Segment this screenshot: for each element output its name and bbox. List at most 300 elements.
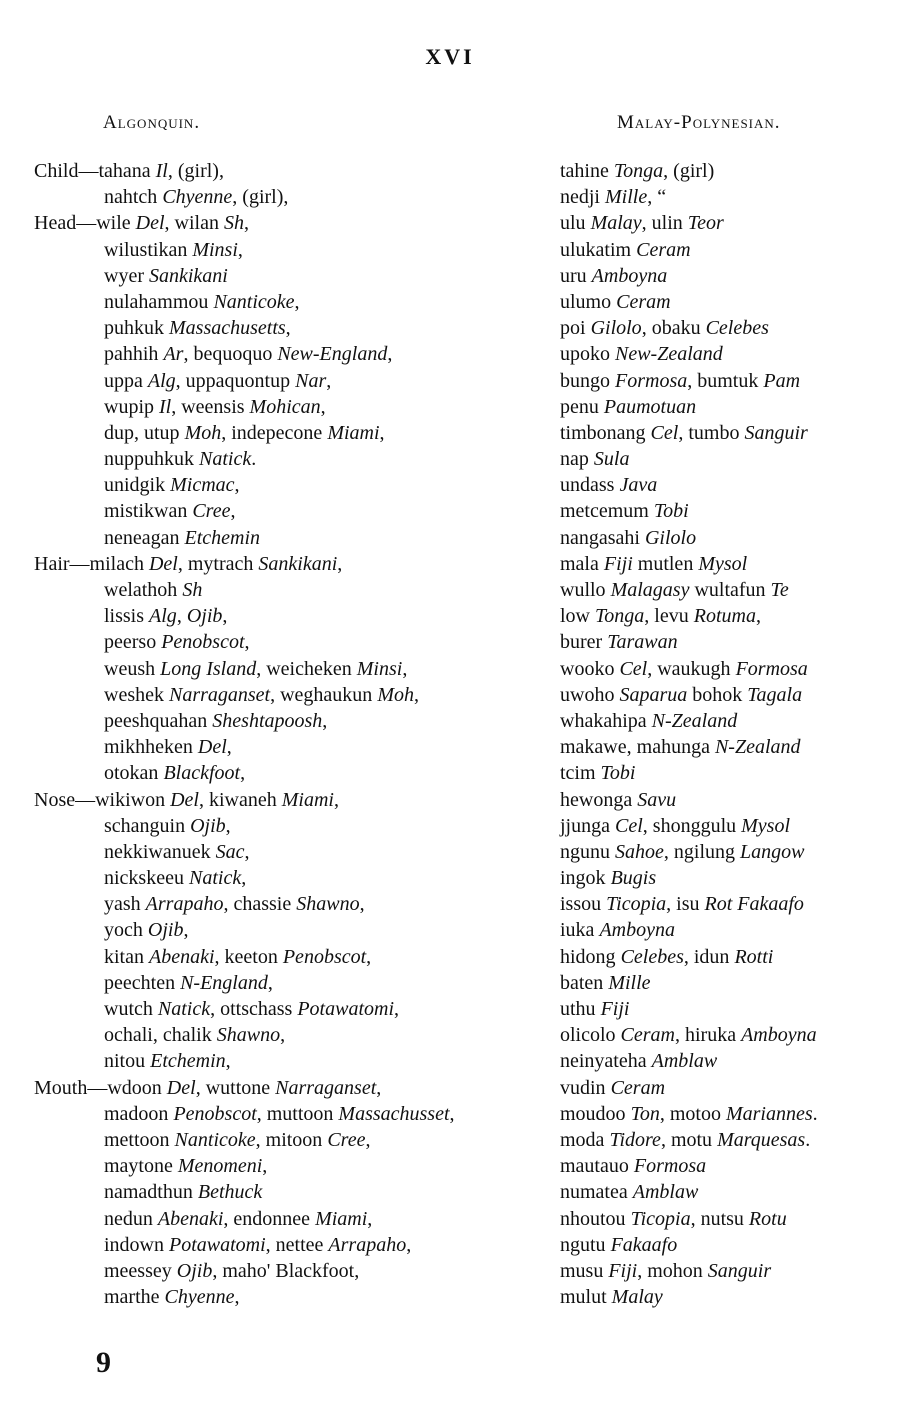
left-entry-line bbox=[34, 551, 534, 577]
word-text: wultafun bbox=[689, 579, 771, 601]
left-entry-line bbox=[34, 1022, 534, 1048]
word-text: , maho' Blackfoot, bbox=[212, 1259, 360, 1282]
language-name: Il bbox=[155, 160, 168, 182]
page-number: 9 bbox=[96, 1346, 111, 1379]
word-text: maytone bbox=[104, 1155, 178, 1178]
language-name: Tobi bbox=[600, 762, 636, 785]
right-entry-line bbox=[560, 970, 890, 996]
word-text: marthe bbox=[104, 1286, 165, 1309]
language-name: Formosa bbox=[615, 369, 688, 392]
word-text: , hiruka bbox=[675, 1024, 742, 1047]
word-text: , bbox=[294, 290, 300, 313]
language-name: Cree bbox=[192, 500, 231, 523]
word-text: wutch bbox=[104, 998, 158, 1020]
right-entry-line bbox=[560, 1022, 890, 1048]
word-text: bungo bbox=[560, 369, 615, 392]
left-entry-line bbox=[34, 289, 534, 315]
word-text: ulumo bbox=[560, 290, 617, 313]
left-entry-line bbox=[34, 1127, 534, 1153]
language-name: Del bbox=[170, 788, 199, 811]
word-text: , wuttone bbox=[195, 1076, 276, 1099]
word-text: peeshquahan bbox=[104, 709, 213, 732]
word-text: timbonang bbox=[560, 421, 651, 444]
language-name: Ojib bbox=[190, 814, 226, 837]
word-text: moudoo bbox=[560, 1102, 631, 1125]
language-name: Miami bbox=[327, 421, 380, 444]
word-text: vudin bbox=[560, 1076, 611, 1099]
language-name: Ojib bbox=[176, 1259, 213, 1282]
language-name: Ar bbox=[163, 343, 184, 366]
word-text: hewonga bbox=[560, 788, 638, 811]
word-text: schanguin bbox=[104, 814, 191, 837]
language-name: Del bbox=[197, 736, 227, 759]
right-entry-line bbox=[560, 394, 890, 420]
word-text: nedun bbox=[104, 1207, 158, 1230]
word-text: ngutu bbox=[560, 1233, 611, 1256]
word-text: , ulin bbox=[641, 212, 688, 235]
word-text: ulukatim bbox=[560, 238, 637, 261]
language-name: Amboyna bbox=[599, 919, 675, 942]
right-entry-line bbox=[560, 446, 890, 472]
language-name: Fakaafo bbox=[610, 1233, 678, 1256]
left-entry-line bbox=[34, 813, 534, 839]
word-text: , bbox=[333, 788, 339, 811]
left-entry-line bbox=[34, 368, 534, 394]
word-text: Hair—milach bbox=[34, 552, 149, 575]
word-text: uru bbox=[560, 264, 592, 287]
word-text: uppa bbox=[104, 369, 148, 392]
word-text: lissis bbox=[104, 605, 150, 628]
word-text: , bbox=[240, 762, 246, 785]
language-name: Cel bbox=[615, 814, 643, 837]
language-name: Ceram bbox=[620, 1024, 675, 1047]
left-entry-line bbox=[34, 1206, 534, 1232]
language-name: Shawno bbox=[216, 1024, 281, 1047]
language-name: Saparua bbox=[619, 683, 688, 706]
left-entry-line bbox=[34, 708, 534, 734]
left-entry-line bbox=[34, 498, 534, 524]
word-text: wyer bbox=[104, 264, 149, 287]
word-text: moda bbox=[560, 1128, 610, 1151]
right-entry-line bbox=[560, 1127, 890, 1153]
word-text: , uppaquontup bbox=[175, 369, 296, 392]
language-name: Sac bbox=[215, 840, 245, 863]
left-entry-line bbox=[34, 184, 534, 210]
right-entry-line bbox=[560, 315, 890, 341]
word-text: , mitoon bbox=[255, 1128, 328, 1151]
word-text: , bbox=[365, 1128, 371, 1151]
word-text: , tumbo bbox=[678, 421, 745, 444]
word-text: , bbox=[337, 552, 343, 575]
language-name: New-England bbox=[277, 343, 388, 366]
language-name: Mariannes bbox=[725, 1102, 813, 1125]
left-entry-line bbox=[34, 1048, 534, 1074]
right-entry-line bbox=[560, 263, 890, 289]
language-name: Formosa bbox=[735, 657, 808, 680]
word-text: mala bbox=[560, 552, 604, 575]
right-entry-line bbox=[560, 184, 890, 210]
word-text: , bbox=[241, 867, 247, 890]
word-text: , nettee bbox=[265, 1233, 329, 1256]
word-text: , chassie bbox=[223, 893, 297, 916]
word-text: . bbox=[805, 1128, 811, 1151]
language-name: Sanguir bbox=[707, 1259, 772, 1282]
language-name: Nar bbox=[295, 369, 327, 392]
word-text: , bbox=[222, 605, 228, 628]
word-text: madoon bbox=[104, 1102, 174, 1125]
word-text: poi bbox=[560, 317, 591, 340]
left-entry-line bbox=[34, 525, 534, 551]
right-entry-line bbox=[560, 472, 890, 498]
left-entry-line bbox=[34, 970, 534, 996]
language-name: Natick bbox=[157, 998, 211, 1020]
word-text: , ottschass bbox=[210, 998, 298, 1020]
word-text: wilustikan bbox=[104, 238, 193, 261]
word-text: yoch bbox=[104, 919, 148, 942]
language-name: Narraganset bbox=[275, 1076, 377, 1099]
word-text: weshek bbox=[104, 683, 169, 706]
word-text: , motoo bbox=[659, 1102, 726, 1125]
language-name: Te bbox=[770, 579, 789, 601]
word-text: , weicheken bbox=[256, 657, 357, 680]
language-name: Penobscot bbox=[161, 631, 245, 654]
word-text: , mohon bbox=[637, 1259, 708, 1282]
language-name: Rotti bbox=[734, 945, 774, 968]
word-text: , bbox=[366, 945, 372, 968]
language-name: Natick bbox=[199, 448, 252, 471]
left-entry-line bbox=[34, 1179, 534, 1205]
word-text: yash bbox=[104, 893, 146, 916]
word-text: , ngilung bbox=[663, 840, 741, 863]
left-entry-line bbox=[34, 944, 534, 970]
right-entry-line bbox=[560, 237, 890, 263]
word-text: mulut bbox=[560, 1286, 612, 1309]
right-entry-line bbox=[560, 420, 890, 446]
right-entry-line bbox=[560, 1284, 890, 1310]
language-name: Tidore bbox=[609, 1128, 661, 1151]
word-text: , bbox=[449, 1102, 455, 1125]
right-entry-line bbox=[560, 917, 890, 943]
word-text: mautauo bbox=[560, 1155, 634, 1178]
left-entry-line bbox=[34, 158, 534, 184]
left-entry-line bbox=[34, 891, 534, 917]
language-name: Ticopia bbox=[630, 1207, 691, 1230]
language-name: Sh bbox=[182, 579, 203, 601]
language-name: Sanguir bbox=[744, 421, 808, 444]
right-entry-line bbox=[560, 1075, 890, 1101]
left-entry-line bbox=[34, 760, 534, 786]
language-name: N-Zealand bbox=[714, 736, 801, 759]
word-text: , waukugh bbox=[647, 657, 736, 680]
left-entry-line bbox=[34, 1153, 534, 1179]
language-name: Ceram bbox=[610, 1076, 666, 1099]
word-text: peechten bbox=[104, 971, 181, 994]
word-text: , (girl) bbox=[663, 160, 715, 182]
language-name: Langow bbox=[740, 840, 805, 863]
malay-polynesian-column bbox=[560, 158, 890, 1310]
word-text: , muttoon bbox=[256, 1102, 339, 1125]
language-name: Ceram bbox=[636, 238, 691, 261]
word-text: , bbox=[320, 395, 326, 418]
language-name: Moh bbox=[184, 421, 222, 444]
word-text: whakahipa bbox=[560, 709, 652, 732]
language-name: Ceram bbox=[616, 290, 671, 313]
language-name: Amboyna bbox=[741, 1024, 817, 1047]
word-text: , bbox=[176, 605, 187, 628]
word-text: , (girl), bbox=[232, 186, 289, 209]
word-text: nickskeeu bbox=[104, 867, 189, 890]
word-text: nedji bbox=[560, 186, 605, 209]
word-text: nhoutou bbox=[560, 1207, 631, 1230]
word-text: , weghaukun bbox=[270, 683, 378, 706]
word-text: Nose—wikiwon bbox=[34, 788, 171, 811]
language-name: Il bbox=[159, 395, 172, 418]
word-text: ingok bbox=[560, 867, 611, 890]
right-entry-line bbox=[560, 498, 890, 524]
word-text: , bbox=[379, 421, 385, 444]
language-name: Tonga bbox=[595, 605, 645, 628]
word-text: mikhheken bbox=[104, 736, 198, 759]
language-name: Celebes bbox=[705, 317, 769, 340]
left-entry-line bbox=[34, 682, 534, 708]
right-entry-line bbox=[560, 368, 890, 394]
language-name: Ticopia bbox=[606, 893, 667, 916]
word-text: baten bbox=[560, 971, 609, 994]
word-text: , bbox=[406, 1233, 412, 1256]
left-entry-line bbox=[34, 446, 534, 472]
left-entry-line bbox=[34, 787, 534, 813]
language-name: Malagasy bbox=[610, 579, 690, 601]
word-text: , bbox=[755, 605, 761, 628]
language-name: Etchemin bbox=[184, 526, 261, 549]
word-text: , kiwaneh bbox=[199, 788, 282, 811]
word-text: , bbox=[285, 317, 291, 340]
language-name: Alg bbox=[149, 605, 177, 628]
language-name: Ojib bbox=[147, 919, 184, 942]
language-name: Nanticoke bbox=[213, 290, 295, 313]
language-name: Mohican bbox=[249, 395, 321, 418]
word-text: nitou bbox=[104, 1050, 151, 1073]
language-name: Abenaki bbox=[149, 945, 215, 968]
language-name: Paumotuan bbox=[603, 395, 697, 418]
word-text: , bbox=[234, 1286, 240, 1309]
right-entry-line bbox=[560, 525, 890, 551]
right-entry-line bbox=[560, 1258, 890, 1284]
language-name: Sula bbox=[593, 448, 630, 471]
right-entry-line bbox=[560, 656, 890, 682]
left-entry-line bbox=[34, 734, 534, 760]
language-name: Fiji bbox=[603, 552, 633, 575]
word-text: , weensis bbox=[171, 395, 250, 418]
right-entry-line bbox=[560, 577, 890, 603]
left-entry-line bbox=[34, 839, 534, 865]
word-text: jjunga bbox=[560, 814, 615, 837]
word-text: wupip bbox=[104, 395, 159, 418]
left-entry-line bbox=[34, 263, 534, 289]
word-text: , endonnee bbox=[223, 1207, 316, 1230]
left-entry-line bbox=[34, 1101, 534, 1127]
language-name: Sankikani bbox=[258, 552, 338, 575]
language-name: Formosa bbox=[633, 1155, 707, 1178]
word-text: nahtch bbox=[104, 186, 163, 209]
right-entry-line bbox=[560, 865, 890, 891]
language-name: Ton bbox=[630, 1102, 660, 1125]
word-text: , shonggulu bbox=[642, 814, 742, 837]
word-text: . bbox=[812, 1102, 818, 1125]
word-text: nuppuhkuk bbox=[104, 448, 199, 471]
left-entry-line bbox=[34, 917, 534, 943]
right-entry-line bbox=[560, 289, 890, 315]
word-text: burer bbox=[560, 631, 608, 654]
language-name: Pam bbox=[763, 369, 801, 392]
language-name: Mille bbox=[608, 971, 651, 994]
left-entry-line bbox=[34, 472, 534, 498]
language-name: Rotu bbox=[748, 1207, 787, 1230]
left-entry-line bbox=[34, 394, 534, 420]
language-name: Bugis bbox=[610, 867, 657, 890]
right-entry-line bbox=[560, 603, 890, 629]
word-text: dup, utup bbox=[104, 421, 185, 444]
language-name: Arrapaho bbox=[145, 893, 224, 916]
word-text: bohok bbox=[687, 683, 748, 706]
word-text: metcemum bbox=[560, 500, 654, 523]
right-entry-line bbox=[560, 210, 890, 236]
language-name: Tonga bbox=[613, 160, 664, 182]
word-text: upoko bbox=[560, 343, 615, 366]
language-name: Gilolo bbox=[644, 526, 697, 549]
left-entry-line bbox=[34, 577, 534, 603]
word-text: uthu bbox=[560, 998, 601, 1020]
language-name: Narraganset bbox=[168, 683, 271, 706]
right-entry-line bbox=[560, 1153, 890, 1179]
word-text: pahhih bbox=[104, 343, 164, 366]
language-name: Del bbox=[166, 1076, 196, 1099]
word-text: tahine bbox=[560, 160, 614, 182]
language-name: Marquesas bbox=[717, 1128, 806, 1151]
word-text: nangasahi bbox=[560, 526, 645, 549]
left-entry-line bbox=[34, 1075, 534, 1101]
word-text: , bbox=[237, 238, 243, 261]
left-entry-line bbox=[34, 237, 534, 263]
language-name: Arrapaho bbox=[328, 1233, 407, 1256]
language-name: Miami bbox=[281, 788, 334, 811]
word-text: Mouth—wdoon bbox=[34, 1076, 167, 1099]
language-name: Mille bbox=[605, 186, 648, 209]
language-name: Tagala bbox=[747, 683, 803, 706]
language-name: Sheshtapoosh bbox=[212, 709, 323, 732]
right-entry-line bbox=[560, 839, 890, 865]
right-entry-line bbox=[560, 813, 890, 839]
word-text: unidgik bbox=[104, 474, 171, 497]
word-text: , bbox=[183, 919, 189, 942]
word-text: , nutsu bbox=[690, 1207, 749, 1230]
word-text: nulahammou bbox=[104, 290, 214, 313]
right-entry-line bbox=[560, 1101, 890, 1127]
word-text: undass bbox=[560, 474, 620, 497]
language-name: Fiji bbox=[600, 998, 630, 1020]
right-entry-line bbox=[560, 1206, 890, 1232]
word-text: , bbox=[230, 500, 236, 523]
language-name: N-England bbox=[180, 971, 268, 994]
word-text: , (girl), bbox=[167, 160, 224, 182]
language-name: Cree bbox=[327, 1128, 366, 1151]
language-name: Menomeni bbox=[177, 1155, 263, 1178]
language-name: New-Zealand bbox=[615, 343, 723, 366]
left-entry-line bbox=[34, 656, 534, 682]
word-text: neneagan bbox=[104, 526, 185, 549]
word-text: weush bbox=[104, 657, 161, 680]
word-text: ngunu bbox=[560, 840, 615, 863]
word-text: penu bbox=[560, 395, 604, 418]
language-name: Potawatomi bbox=[169, 1233, 266, 1256]
language-name: Alg bbox=[147, 369, 176, 392]
right-entry-line bbox=[560, 551, 890, 577]
language-name: Amblaw bbox=[632, 1181, 699, 1204]
word-text: welathoh bbox=[104, 579, 183, 601]
language-name: Amboyna bbox=[591, 264, 668, 287]
word-text: , bbox=[262, 1155, 268, 1178]
language-name: Cel bbox=[650, 421, 679, 444]
language-name: Tobi bbox=[653, 500, 689, 523]
word-text: nekkiwanuek bbox=[104, 840, 216, 863]
word-text: mistikwan bbox=[104, 500, 193, 523]
page-title: XVI bbox=[425, 44, 475, 69]
language-name: Mysol bbox=[741, 814, 791, 837]
word-text: , bbox=[322, 709, 328, 732]
language-name: Sahoe bbox=[615, 840, 664, 863]
right-entry-line bbox=[560, 708, 890, 734]
language-name: Natick bbox=[188, 867, 242, 890]
left-entry-line bbox=[34, 1258, 534, 1284]
word-text: , bbox=[243, 212, 249, 235]
right-entry-line bbox=[560, 760, 890, 786]
word-text: Head—wile bbox=[34, 212, 136, 235]
word-text: , mytrach bbox=[177, 552, 259, 575]
language-name: Blackfoot bbox=[163, 762, 241, 785]
right-entry-line bbox=[560, 891, 890, 917]
language-name: Bethuck bbox=[197, 1181, 263, 1204]
right-column-heading: Malay-Polynesian. bbox=[617, 112, 781, 133]
word-text: , bbox=[280, 1024, 286, 1047]
language-name: Penobscot bbox=[173, 1102, 257, 1125]
word-text: , bbox=[234, 474, 240, 497]
word-text: indown bbox=[104, 1233, 169, 1256]
right-entry-line bbox=[560, 629, 890, 655]
language-name: Malay bbox=[611, 1286, 663, 1309]
word-text: namadthun bbox=[104, 1181, 198, 1204]
language-name: Moh bbox=[377, 683, 414, 706]
word-text: musu bbox=[560, 1259, 609, 1282]
word-text: , bbox=[326, 369, 332, 392]
left-entry-line bbox=[34, 603, 534, 629]
language-name: Ojib bbox=[186, 605, 223, 628]
right-entry-line bbox=[560, 1232, 890, 1258]
language-name: Cel bbox=[619, 657, 648, 680]
word-text: mutlen bbox=[632, 552, 699, 575]
word-text: , bumtuk bbox=[687, 369, 764, 392]
word-text: , motu bbox=[660, 1128, 718, 1151]
language-name: Minsi bbox=[356, 657, 403, 680]
left-entry-line bbox=[34, 341, 534, 367]
right-entry-line bbox=[560, 1048, 890, 1074]
word-text: wooko bbox=[560, 657, 620, 680]
language-name: Massachusetts bbox=[169, 317, 286, 340]
word-text: , bbox=[387, 343, 393, 366]
word-text: , bbox=[225, 814, 231, 837]
word-text: uwoho bbox=[560, 683, 620, 706]
language-name: Gilolo bbox=[590, 317, 642, 340]
word-text: , bbox=[402, 657, 408, 680]
